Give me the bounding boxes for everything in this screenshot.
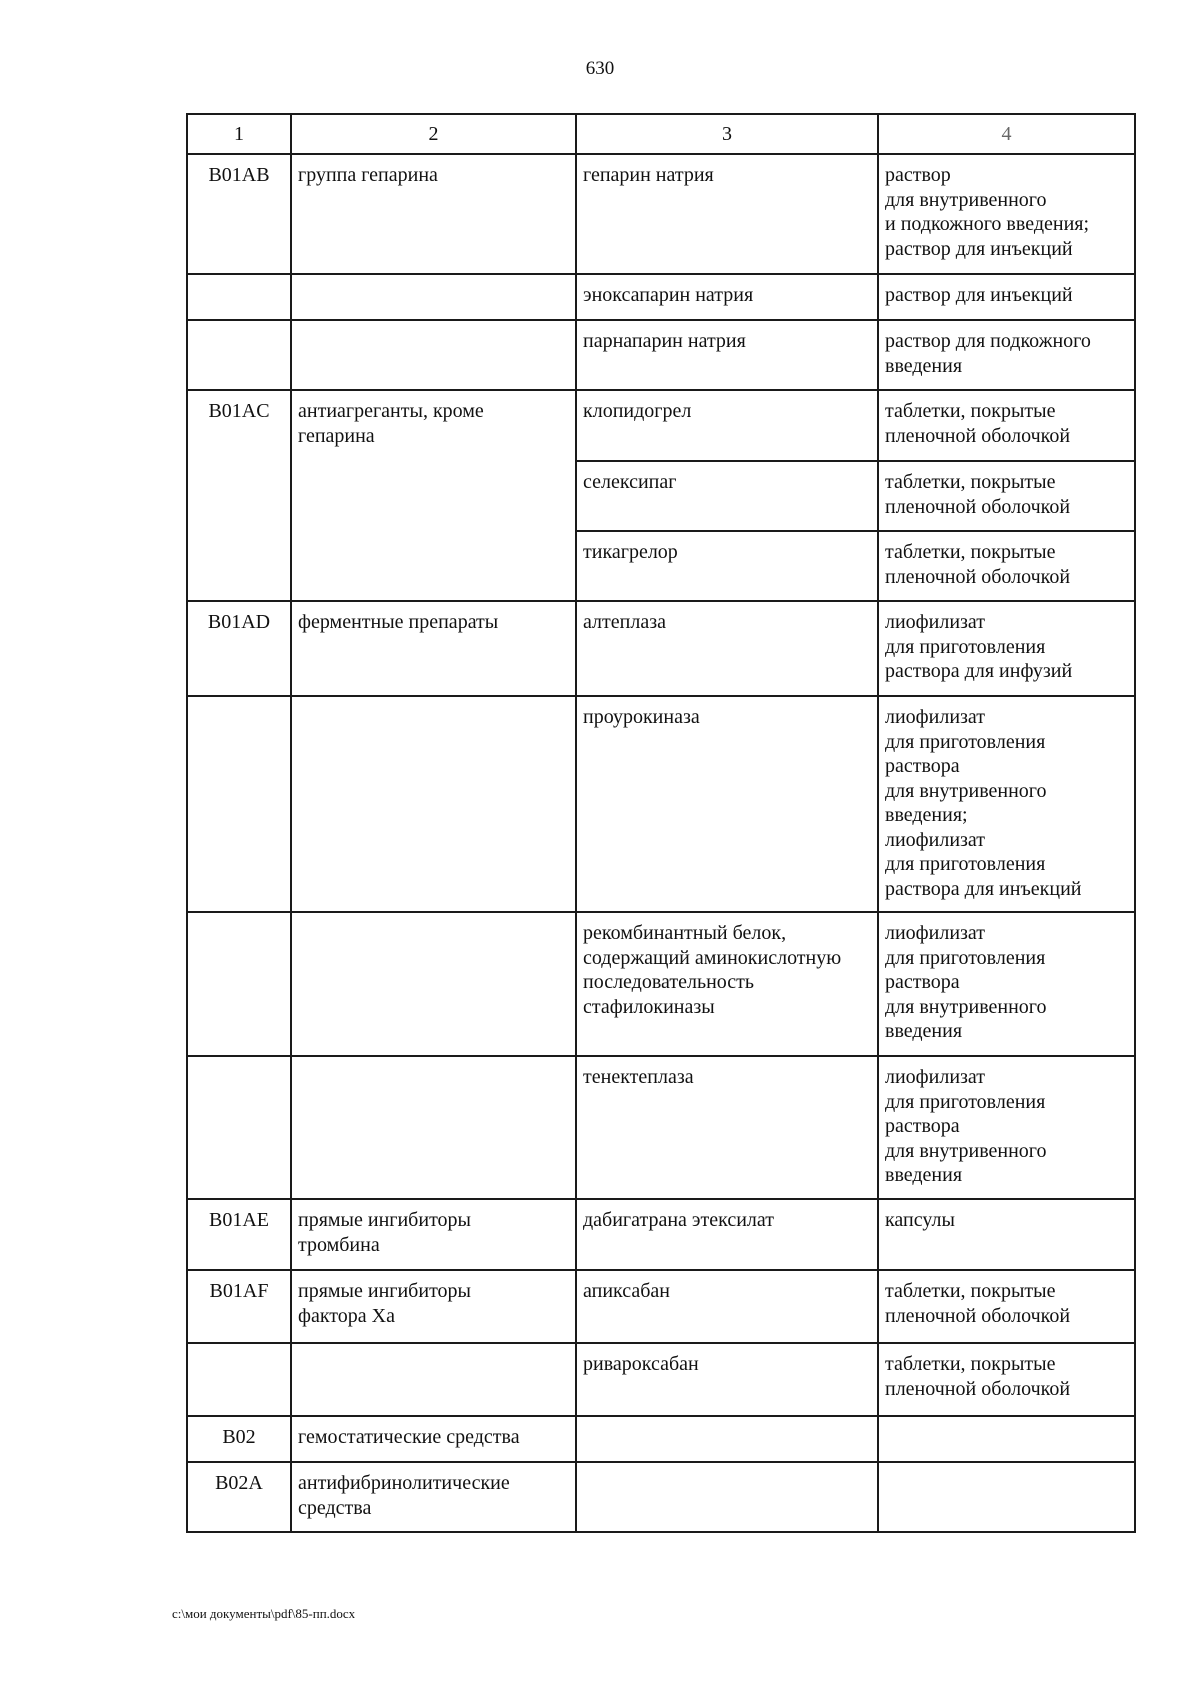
- dosage-form: раствор для инъекций: [878, 274, 1135, 320]
- drug-name: дабигатрана этексилат: [576, 1199, 878, 1270]
- drug-name: [576, 1416, 878, 1462]
- atc-code: B01AB: [187, 154, 291, 274]
- dosage-form: раствор для подкожного введения: [878, 320, 1135, 390]
- table-row: [187, 1416, 1135, 1462]
- atc-code: B01AF: [187, 1270, 291, 1343]
- table-row: [187, 1199, 1135, 1270]
- group-name: антифибринолитические средства: [291, 1462, 576, 1532]
- dosage-form: таблетки, покрытые пленочной оболочкой: [878, 1270, 1135, 1343]
- atc-code: [187, 1343, 291, 1416]
- dosage-form: таблетки, покрытые пленочной оболочкой: [878, 531, 1135, 601]
- table-header-row: [187, 114, 1135, 154]
- atc-code: [187, 696, 291, 912]
- dosage-form: [878, 1416, 1135, 1462]
- footer-file-path: c:\мои документы\pdf\85-пп.docx: [172, 1606, 356, 1621]
- atc-code: [187, 912, 291, 1056]
- group-name: ферментные препараты: [291, 601, 576, 696]
- dosage-form: раствор для внутривенного и подкожного введения; раствор для инъекций: [878, 154, 1135, 274]
- drug-name: парнапарин натрия: [576, 320, 878, 390]
- table-row: [187, 912, 1135, 1056]
- atc-code: [187, 274, 291, 320]
- dosage-form: лиофилизат для приготовления раствора для внутривенного введения; лиофилизат для приготовления раствора для инъекций: [878, 696, 1135, 912]
- atc-code: B01AD: [187, 601, 291, 696]
- header-col-4: 4: [878, 114, 1135, 154]
- dosage-form: таблетки, покрытые пленочной оболочкой: [878, 390, 1135, 461]
- atc-code: B01AC: [187, 390, 291, 601]
- table-row: [187, 274, 1135, 320]
- dosage-form: лиофилизат для приготовления раствора для внутривенного введения: [878, 912, 1135, 1056]
- group-name: гемостатические средства: [291, 1416, 576, 1462]
- table-row: [187, 1056, 1135, 1199]
- table-row: [187, 1270, 1135, 1343]
- drug-name: [576, 1462, 878, 1532]
- table-row: [187, 1343, 1135, 1416]
- table-row: [187, 154, 1135, 274]
- drug-name: клопидогрел: [576, 390, 878, 461]
- table-row: [187, 696, 1135, 912]
- dosage-form: лиофилизат для приготовления раствора для внутривенного введения: [878, 1056, 1135, 1199]
- dosage-form: таблетки, покрытые пленочной оболочкой: [878, 461, 1135, 531]
- drug-name: селексипаг: [576, 461, 878, 531]
- group-name: [291, 1056, 576, 1199]
- drug-name: ривароксабан: [576, 1343, 878, 1416]
- header-col-1: 1: [187, 114, 291, 154]
- group-name: [291, 1343, 576, 1416]
- drug-name: апиксабан: [576, 1270, 878, 1343]
- atc-code: B01AE: [187, 1199, 291, 1270]
- table-row: [187, 601, 1135, 696]
- drug-table: [186, 113, 1136, 1533]
- dosage-form: [878, 1462, 1135, 1532]
- group-name: [291, 912, 576, 1056]
- drug-name: алтеплаза: [576, 601, 878, 696]
- header-col-2: 2: [291, 114, 576, 154]
- drug-name: рекомбинантный белок, содержащий аминокислотную последовательность стафилокиназы: [576, 912, 878, 1056]
- group-name: прямые ингибиторы тромбина: [291, 1199, 576, 1270]
- table-row: [187, 390, 1135, 461]
- drug-name: эноксапарин натрия: [576, 274, 878, 320]
- group-name: [291, 274, 576, 320]
- group-name: группа гепарина: [291, 154, 576, 274]
- header-col-3: 3: [576, 114, 878, 154]
- table-row: [187, 1462, 1135, 1532]
- dosage-form: таблетки, покрытые пленочной оболочкой: [878, 1343, 1135, 1416]
- atc-code: B02A: [187, 1462, 291, 1532]
- page-number: 630: [585, 58, 615, 79]
- atc-code: [187, 1056, 291, 1199]
- drug-name: проурокиназа: [576, 696, 878, 912]
- table-row: [187, 320, 1135, 390]
- group-name: прямые ингибиторы фактора Xa: [291, 1270, 576, 1343]
- dosage-form: лиофилизат для приготовления раствора для инфузий: [878, 601, 1135, 696]
- atc-code: B02: [187, 1416, 291, 1462]
- drug-name: гепарин натрия: [576, 154, 878, 274]
- dosage-form: капсулы: [878, 1199, 1135, 1270]
- group-name: [291, 696, 576, 912]
- group-name: антиагреганты, кроме гепарина: [291, 390, 576, 601]
- atc-code: [187, 320, 291, 390]
- group-name: [291, 320, 576, 390]
- drug-name: тикагрелор: [576, 531, 878, 601]
- drug-name: тенектеплаза: [576, 1056, 878, 1199]
